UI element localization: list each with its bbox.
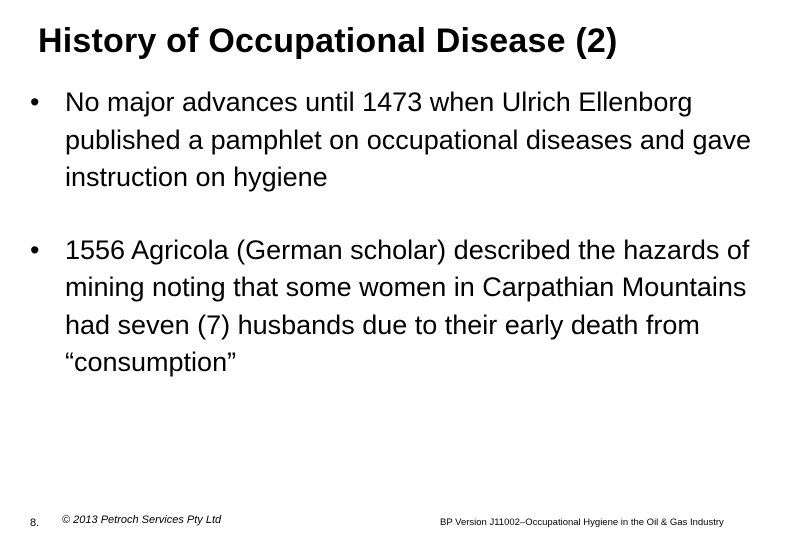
copyright-notice: © 2013 Petroch Services Pty Ltd [62, 514, 222, 526]
slide-title: History of Occupational Disease (2) [38, 22, 618, 60]
bullet-dot-icon: • [30, 234, 40, 265]
bullet-dot-icon: • [30, 87, 40, 117]
bullet-item [30, 232, 790, 382]
page-number: 8. [30, 517, 40, 529]
bullet-text: No major advances until 1473 when Ulrich Ellenborg published a pamphlet on occupational diseases and gave instruction on hygiene [65, 87, 751, 192]
bullet-list [30, 84, 790, 382]
bullet-item [30, 84, 790, 197]
bullet-text: 1556 Agricola (German scholar) described the hazards of mining noting that some women in Carpathian Mountains had seven (7) husbands due to their early death from “consumption” [65, 234, 750, 377]
version-label: BP Version J11002–Occupational Hygiene in the Oil & Gas Industry [440, 517, 724, 528]
